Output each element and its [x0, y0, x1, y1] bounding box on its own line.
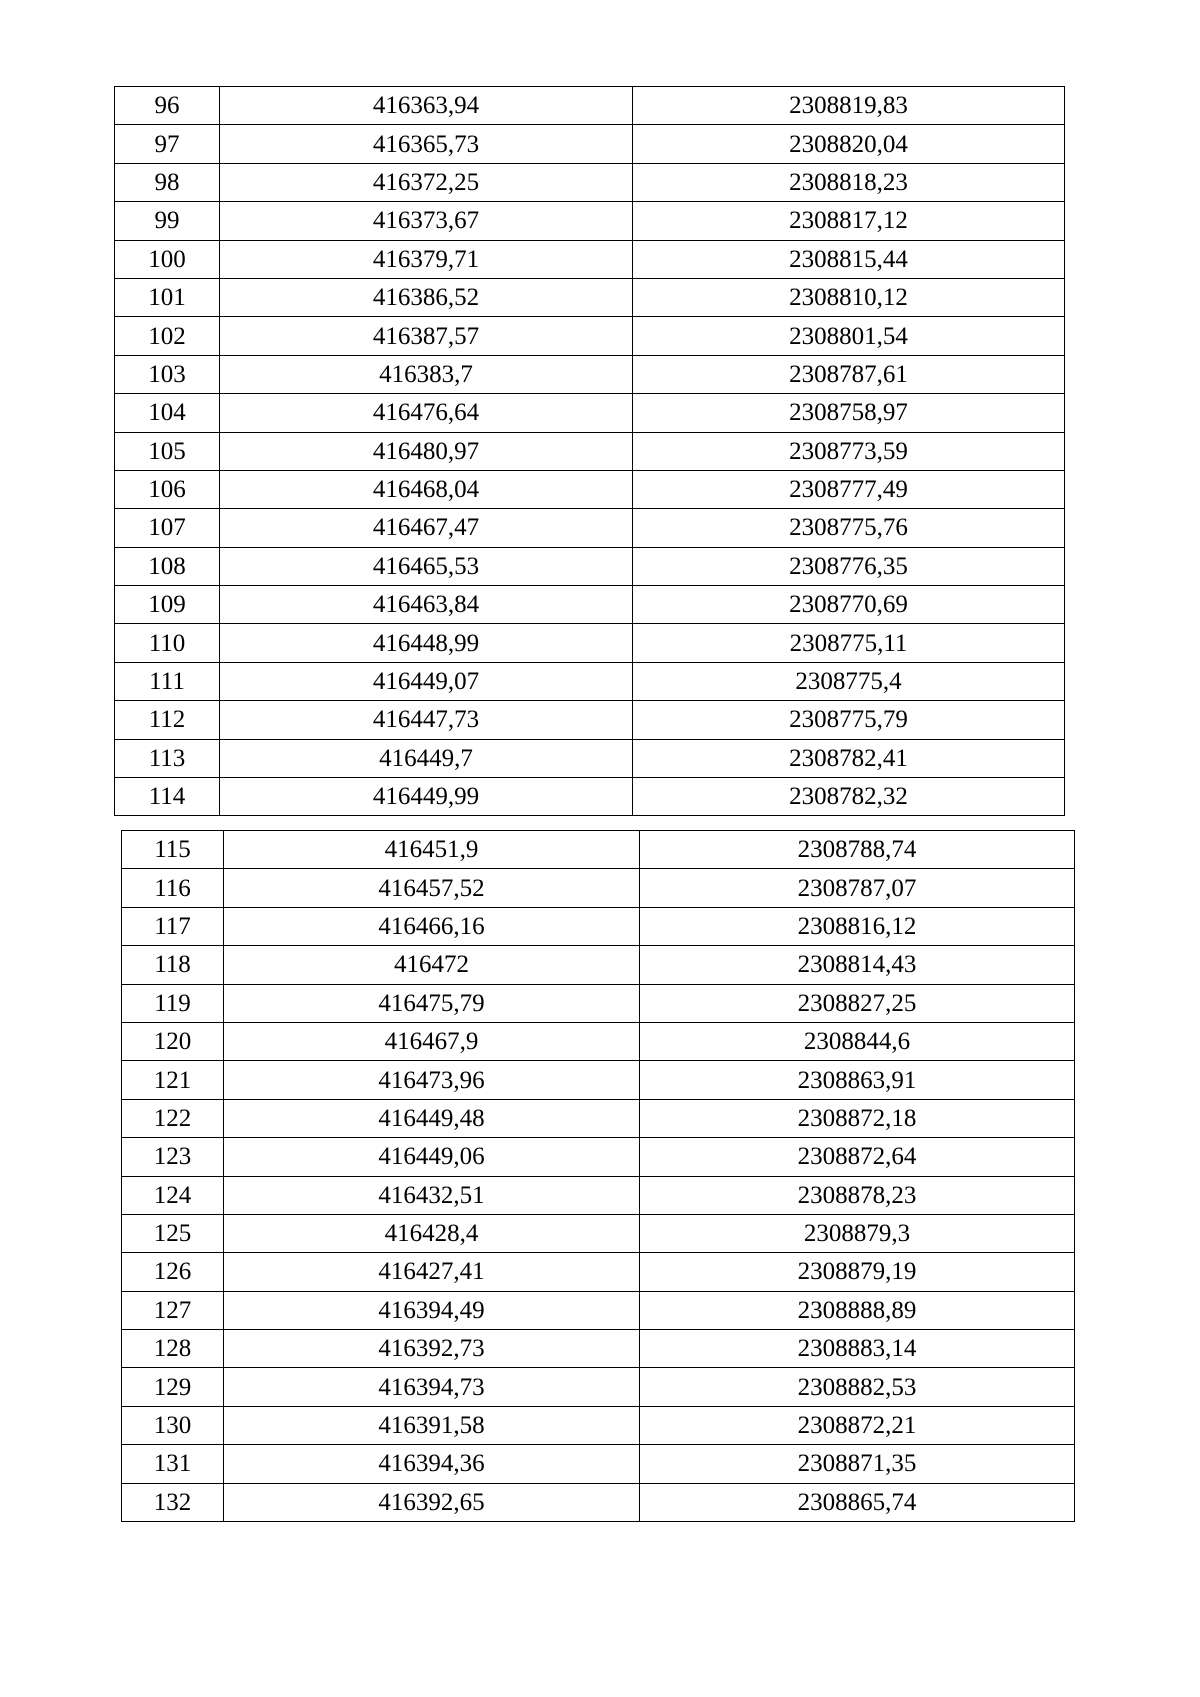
- table-row: [122, 1214, 1075, 1252]
- point-number-cell: 117: [122, 907, 224, 945]
- y-coordinate-cell: 2308788,74: [640, 831, 1075, 869]
- x-coordinate-cell: 416465,53: [220, 547, 633, 585]
- x-coordinate-cell: 416467,9: [224, 1022, 640, 1060]
- y-coordinate-cell: 2308810,12: [633, 278, 1065, 316]
- x-coordinate-cell: 416394,36: [224, 1445, 640, 1483]
- table-row: [122, 1022, 1075, 1060]
- x-coordinate-cell: 416466,16: [224, 907, 640, 945]
- point-number-cell: 103: [115, 355, 220, 393]
- table-row: [115, 317, 1065, 355]
- point-number-cell: 110: [115, 624, 220, 662]
- x-coordinate-cell: 416379,71: [220, 240, 633, 278]
- y-coordinate-cell: 2308773,59: [633, 432, 1065, 470]
- point-number-cell: 99: [115, 202, 220, 240]
- table-row: [115, 509, 1065, 547]
- y-coordinate-cell: 2308863,91: [640, 1061, 1075, 1099]
- y-coordinate-cell: 2308777,49: [633, 470, 1065, 508]
- x-coordinate-cell: 416475,79: [224, 984, 640, 1022]
- y-coordinate-cell: 2308888,89: [640, 1291, 1075, 1329]
- y-coordinate-cell: 2308814,43: [640, 946, 1075, 984]
- y-coordinate-cell: 2308882,53: [640, 1368, 1075, 1406]
- coordinates-table-part-2: [121, 830, 1075, 1522]
- table-row: [115, 355, 1065, 393]
- point-number-cell: 96: [115, 87, 220, 125]
- y-coordinate-cell: 2308770,69: [633, 586, 1065, 624]
- point-number-cell: 101: [115, 278, 220, 316]
- x-coordinate-cell: 416372,25: [220, 163, 633, 201]
- point-number-cell: 112: [115, 701, 220, 739]
- table-row: [122, 1176, 1075, 1214]
- table-row: [115, 278, 1065, 316]
- y-coordinate-cell: 2308815,44: [633, 240, 1065, 278]
- x-coordinate-cell: 416457,52: [224, 869, 640, 907]
- table-row: [115, 739, 1065, 777]
- y-coordinate-cell: 2308816,12: [640, 907, 1075, 945]
- y-coordinate-cell: 2308872,18: [640, 1099, 1075, 1137]
- y-coordinate-cell: 2308782,41: [633, 739, 1065, 777]
- x-coordinate-cell: 416449,48: [224, 1099, 640, 1137]
- y-coordinate-cell: 2308758,97: [633, 394, 1065, 432]
- table-row: [122, 1099, 1075, 1137]
- y-coordinate-cell: 2308775,4: [633, 662, 1065, 700]
- coordinates-table-part-1: [114, 86, 1065, 816]
- table-row: [122, 831, 1075, 869]
- x-coordinate-cell: 416428,4: [224, 1214, 640, 1252]
- y-coordinate-cell: 2308775,76: [633, 509, 1065, 547]
- table-row: [122, 1445, 1075, 1483]
- x-coordinate-cell: 416392,65: [224, 1483, 640, 1521]
- point-number-cell: 100: [115, 240, 220, 278]
- x-coordinate-cell: 416394,73: [224, 1368, 640, 1406]
- point-number-cell: 128: [122, 1330, 224, 1368]
- y-coordinate-cell: 2308801,54: [633, 317, 1065, 355]
- point-number-cell: 118: [122, 946, 224, 984]
- x-coordinate-cell: 416468,04: [220, 470, 633, 508]
- table-row: [115, 547, 1065, 585]
- table-row: [122, 1138, 1075, 1176]
- point-number-cell: 129: [122, 1368, 224, 1406]
- y-coordinate-cell: 2308820,04: [633, 125, 1065, 163]
- point-number-cell: 126: [122, 1253, 224, 1291]
- point-number-cell: 124: [122, 1176, 224, 1214]
- table-row: [115, 662, 1065, 700]
- x-coordinate-cell: 416467,47: [220, 509, 633, 547]
- point-number-cell: 107: [115, 509, 220, 547]
- point-number-cell: 127: [122, 1291, 224, 1329]
- y-coordinate-cell: 2308787,07: [640, 869, 1075, 907]
- point-number-cell: 108: [115, 547, 220, 585]
- point-number-cell: 122: [122, 1099, 224, 1137]
- point-number-cell: 121: [122, 1061, 224, 1099]
- x-coordinate-cell: 416449,99: [220, 778, 633, 816]
- x-coordinate-cell: 416447,73: [220, 701, 633, 739]
- x-coordinate-cell: 416449,7: [220, 739, 633, 777]
- point-number-cell: 116: [122, 869, 224, 907]
- x-coordinate-cell: 416463,84: [220, 586, 633, 624]
- table-row: [115, 394, 1065, 432]
- table-row: [122, 907, 1075, 945]
- y-coordinate-cell: 2308879,19: [640, 1253, 1075, 1291]
- x-coordinate-cell: 416386,52: [220, 278, 633, 316]
- table-row: [115, 202, 1065, 240]
- x-coordinate-cell: 416448,99: [220, 624, 633, 662]
- point-number-cell: 111: [115, 662, 220, 700]
- x-coordinate-cell: 416432,51: [224, 1176, 640, 1214]
- point-number-cell: 105: [115, 432, 220, 470]
- x-coordinate-cell: 416449,07: [220, 662, 633, 700]
- point-number-cell: 130: [122, 1406, 224, 1444]
- x-coordinate-cell: 416394,49: [224, 1291, 640, 1329]
- table-row: [115, 624, 1065, 662]
- y-coordinate-cell: 2308787,61: [633, 355, 1065, 393]
- y-coordinate-cell: 2308872,64: [640, 1138, 1075, 1176]
- table-row: [115, 586, 1065, 624]
- table-row: [115, 87, 1065, 125]
- point-number-cell: 131: [122, 1445, 224, 1483]
- x-coordinate-cell: 416365,73: [220, 125, 633, 163]
- point-number-cell: 109: [115, 586, 220, 624]
- y-coordinate-cell: 2308878,23: [640, 1176, 1075, 1214]
- x-coordinate-cell: 416476,64: [220, 394, 633, 432]
- y-coordinate-cell: 2308872,21: [640, 1406, 1075, 1444]
- x-coordinate-cell: 416451,9: [224, 831, 640, 869]
- table-row: [122, 1253, 1075, 1291]
- x-coordinate-cell: 416383,7: [220, 355, 633, 393]
- point-number-cell: 125: [122, 1214, 224, 1252]
- y-coordinate-cell: 2308871,35: [640, 1445, 1075, 1483]
- point-number-cell: 102: [115, 317, 220, 355]
- point-number-cell: 115: [122, 831, 224, 869]
- point-number-cell: 97: [115, 125, 220, 163]
- x-coordinate-cell: 416392,73: [224, 1330, 640, 1368]
- y-coordinate-cell: 2308819,83: [633, 87, 1065, 125]
- table-row: [122, 946, 1075, 984]
- y-coordinate-cell: 2308818,23: [633, 163, 1065, 201]
- x-coordinate-cell: 416472: [224, 946, 640, 984]
- x-coordinate-cell: 416373,67: [220, 202, 633, 240]
- y-coordinate-cell: 2308782,32: [633, 778, 1065, 816]
- table-row: [115, 240, 1065, 278]
- table-row: [122, 1291, 1075, 1329]
- table-row: [115, 125, 1065, 163]
- y-coordinate-cell: 2308844,6: [640, 1022, 1075, 1060]
- y-coordinate-cell: 2308775,79: [633, 701, 1065, 739]
- x-coordinate-cell: 416473,96: [224, 1061, 640, 1099]
- x-coordinate-cell: 416363,94: [220, 87, 633, 125]
- table-row: [122, 1330, 1075, 1368]
- table-row: [115, 701, 1065, 739]
- point-number-cell: 119: [122, 984, 224, 1022]
- point-number-cell: 132: [122, 1483, 224, 1521]
- table-row: [122, 1483, 1075, 1521]
- y-coordinate-cell: 2308879,3: [640, 1214, 1075, 1252]
- x-coordinate-cell: 416391,58: [224, 1406, 640, 1444]
- point-number-cell: 123: [122, 1138, 224, 1176]
- table-row: [115, 778, 1065, 816]
- table-row: [122, 1368, 1075, 1406]
- y-coordinate-cell: 2308827,25: [640, 984, 1075, 1022]
- x-coordinate-cell: 416449,06: [224, 1138, 640, 1176]
- point-number-cell: 104: [115, 394, 220, 432]
- y-coordinate-cell: 2308775,11: [633, 624, 1065, 662]
- table-row: [122, 1406, 1075, 1444]
- table-row: [115, 470, 1065, 508]
- point-number-cell: 120: [122, 1022, 224, 1060]
- point-number-cell: 98: [115, 163, 220, 201]
- table-row: [122, 984, 1075, 1022]
- table-row: [115, 432, 1065, 470]
- table-row: [122, 1061, 1075, 1099]
- x-coordinate-cell: 416427,41: [224, 1253, 640, 1291]
- table-row: [122, 869, 1075, 907]
- point-number-cell: 106: [115, 470, 220, 508]
- point-number-cell: 114: [115, 778, 220, 816]
- y-coordinate-cell: 2308883,14: [640, 1330, 1075, 1368]
- y-coordinate-cell: 2308817,12: [633, 202, 1065, 240]
- point-number-cell: 113: [115, 739, 220, 777]
- table-row: [115, 163, 1065, 201]
- y-coordinate-cell: 2308865,74: [640, 1483, 1075, 1521]
- x-coordinate-cell: 416480,97: [220, 432, 633, 470]
- y-coordinate-cell: 2308776,35: [633, 547, 1065, 585]
- x-coordinate-cell: 416387,57: [220, 317, 633, 355]
